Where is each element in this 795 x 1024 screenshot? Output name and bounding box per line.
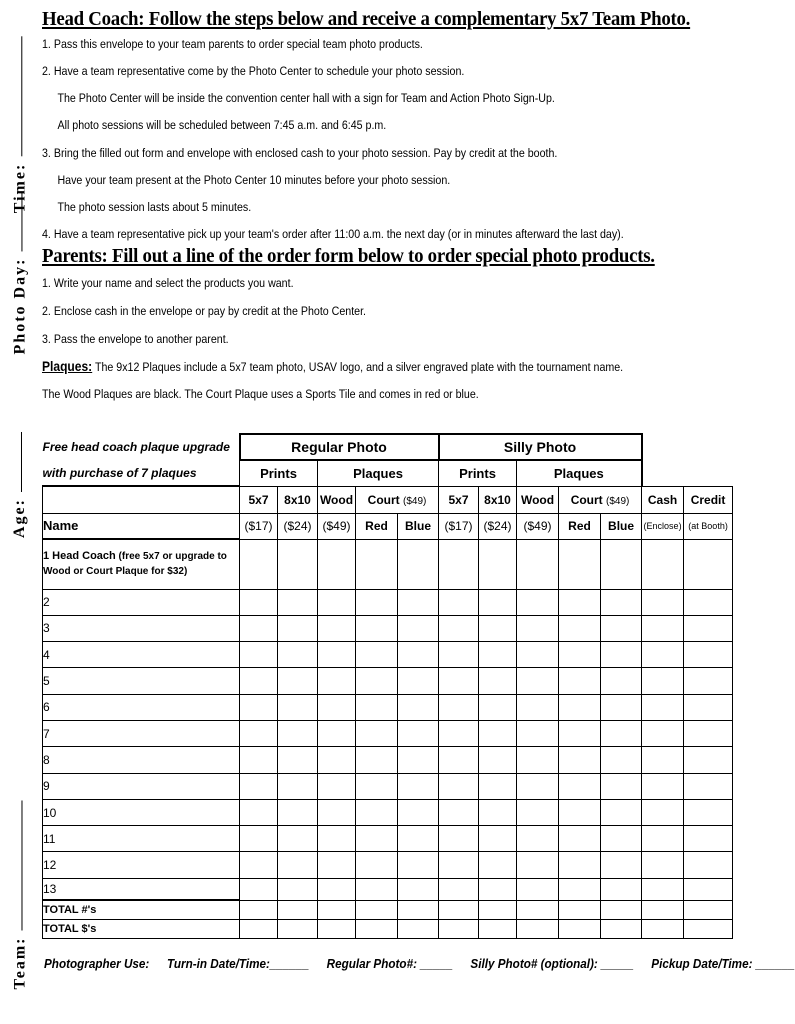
reg-wood-price: ($49) bbox=[318, 513, 356, 539]
reg-court-col: Court ($49) bbox=[356, 486, 439, 513]
order-cell[interactable] bbox=[479, 642, 517, 668]
order-cell[interactable] bbox=[439, 615, 479, 641]
order-cell[interactable] bbox=[318, 694, 356, 720]
order-cell[interactable] bbox=[559, 615, 601, 641]
order-cell[interactable] bbox=[517, 642, 559, 668]
order-cell[interactable] bbox=[642, 747, 684, 773]
instructions bbox=[42, 8, 754, 409]
total-dollars-label: TOTAL $'s bbox=[43, 919, 240, 938]
order-cell[interactable] bbox=[517, 852, 559, 878]
order-cell[interactable] bbox=[684, 589, 733, 615]
side-labels bbox=[0, 0, 40, 1024]
order-cell[interactable] bbox=[559, 852, 601, 878]
total-count-row bbox=[43, 900, 733, 919]
silly-prints-header: Prints bbox=[439, 460, 517, 486]
reg-5x7-price: ($17) bbox=[240, 513, 278, 539]
order-cell[interactable] bbox=[642, 799, 684, 825]
order-rows bbox=[43, 589, 733, 900]
order-cell[interactable] bbox=[642, 852, 684, 878]
order-cell[interactable] bbox=[479, 720, 517, 746]
cash-note: (Enclose) bbox=[642, 513, 684, 539]
table-row[interactable] bbox=[43, 747, 733, 773]
order-cell[interactable] bbox=[240, 668, 278, 694]
order-cell[interactable] bbox=[356, 826, 398, 852]
order-cell[interactable] bbox=[479, 589, 517, 615]
order-cell[interactable] bbox=[601, 799, 642, 825]
order-cell[interactable] bbox=[684, 878, 733, 900]
parents-title: Parents: Fill out a line of the order form below to order special photo products. bbox=[42, 245, 655, 268]
order-cell[interactable] bbox=[601, 720, 642, 746]
order-cell[interactable] bbox=[318, 615, 356, 641]
upgrade-note-2: with purchase of 7 plaques bbox=[42, 465, 197, 480]
plaques-info bbox=[42, 353, 654, 381]
order-cell[interactable] bbox=[479, 747, 517, 773]
order-cell[interactable] bbox=[278, 615, 318, 641]
order-cell[interactable] bbox=[642, 615, 684, 641]
team-label: Team: bbox=[11, 936, 28, 990]
order-cell[interactable] bbox=[398, 642, 439, 668]
row-number: 7 bbox=[43, 720, 240, 746]
order-cell[interactable] bbox=[240, 799, 278, 825]
order-cell[interactable] bbox=[517, 773, 559, 799]
silly-plaques-header: Plaques bbox=[517, 460, 642, 486]
order-cell[interactable] bbox=[278, 642, 318, 668]
order-cell[interactable] bbox=[278, 878, 318, 900]
order-cell[interactable] bbox=[517, 720, 559, 746]
order-cell[interactable] bbox=[278, 747, 318, 773]
order-cell[interactable] bbox=[601, 668, 642, 694]
order-cell[interactable] bbox=[240, 773, 278, 799]
silly-court-col: Court ($49) bbox=[559, 486, 642, 513]
order-cell[interactable] bbox=[398, 615, 439, 641]
order-cell[interactable] bbox=[684, 773, 733, 799]
hc-step-2: 2. Have a team representative come by the Photo Center to schedule your photo session. bbox=[42, 64, 465, 78]
order-cell[interactable] bbox=[398, 694, 439, 720]
order-cell[interactable] bbox=[684, 747, 733, 773]
order-cell[interactable] bbox=[240, 720, 278, 746]
regular-photo-number-field[interactable]: Regular Photo#: _____ bbox=[326, 956, 453, 971]
order-cell[interactable] bbox=[439, 694, 479, 720]
photographer-use-line bbox=[44, 956, 795, 971]
team-field[interactable] bbox=[6, 790, 34, 1000]
order-cell[interactable] bbox=[517, 747, 559, 773]
silly-8x10-col: 8x10 bbox=[479, 486, 517, 513]
parent-step-3: 3. Pass the envelope to another parent. bbox=[42, 331, 229, 346]
upgrade-note-1: Free head coach plaque upgrade bbox=[42, 440, 230, 454]
order-cell[interactable] bbox=[278, 589, 318, 615]
order-cell[interactable] bbox=[240, 615, 278, 641]
order-cell[interactable] bbox=[601, 826, 642, 852]
table-row[interactable] bbox=[43, 694, 733, 720]
order-cell[interactable] bbox=[318, 589, 356, 615]
order-cell[interactable] bbox=[240, 642, 278, 668]
table-row[interactable] bbox=[43, 878, 733, 900]
order-cell[interactable] bbox=[356, 642, 398, 668]
time-label: Time: bbox=[11, 162, 28, 214]
silly-5x7-price: ($17) bbox=[439, 513, 479, 539]
order-cell[interactable] bbox=[356, 720, 398, 746]
credit-note: (at Booth) bbox=[684, 513, 733, 539]
order-cell[interactable] bbox=[278, 773, 318, 799]
order-cell[interactable] bbox=[559, 642, 601, 668]
table-row[interactable] bbox=[43, 852, 733, 878]
order-cell[interactable] bbox=[517, 878, 559, 900]
hc-step-3-detail-2: The photo session lasts about 5 minutes. bbox=[57, 200, 252, 215]
table-row[interactable] bbox=[43, 799, 733, 825]
order-cell[interactable] bbox=[559, 720, 601, 746]
regular-photo-header: Regular Photo bbox=[240, 434, 439, 460]
order-cell[interactable] bbox=[318, 878, 356, 900]
order-cell[interactable] bbox=[684, 642, 733, 668]
order-cell[interactable] bbox=[684, 668, 733, 694]
table-row[interactable] bbox=[43, 642, 733, 668]
order-cell[interactable] bbox=[642, 589, 684, 615]
row-number: 5 bbox=[43, 668, 240, 694]
reg-wood-col: Wood bbox=[318, 486, 356, 513]
order-cell[interactable] bbox=[642, 878, 684, 900]
table-row[interactable] bbox=[43, 615, 733, 641]
order-cell[interactable] bbox=[318, 852, 356, 878]
silly-wood-price: ($49) bbox=[517, 513, 559, 539]
order-cell[interactable] bbox=[278, 720, 318, 746]
silly-5x7-col: 5x7 bbox=[439, 486, 479, 513]
order-cell[interactable] bbox=[559, 826, 601, 852]
cash-col: Cash bbox=[642, 486, 684, 513]
photographer-use-label: Photographer Use: bbox=[44, 956, 150, 971]
reg-red-col: Red bbox=[356, 513, 398, 539]
order-cell[interactable] bbox=[398, 852, 439, 878]
photo-day-label: Photo Day: bbox=[11, 257, 29, 355]
order-cell[interactable] bbox=[318, 773, 356, 799]
order-cell[interactable] bbox=[559, 668, 601, 694]
order-cell[interactable] bbox=[559, 773, 601, 799]
order-cell[interactable] bbox=[398, 878, 439, 900]
row-number: 11 bbox=[43, 826, 240, 852]
plaques-text: The 9x12 Plaques include a 5x7 team photo, USAV logo, and a silver engraved plate with the tournament name. bbox=[92, 360, 624, 375]
order-cell[interactable] bbox=[642, 694, 684, 720]
order-cell[interactable] bbox=[278, 694, 318, 720]
age-field[interactable] bbox=[6, 380, 34, 590]
order-cell[interactable] bbox=[559, 799, 601, 825]
order-cell[interactable] bbox=[398, 826, 439, 852]
order-cell[interactable] bbox=[439, 773, 479, 799]
order-cell[interactable] bbox=[642, 826, 684, 852]
order-cell[interactable] bbox=[398, 747, 439, 773]
silly-photo-number-field[interactable]: Silly Photo# (optional): _____ bbox=[470, 956, 634, 971]
order-cell[interactable] bbox=[318, 720, 356, 746]
order-cell[interactable] bbox=[356, 799, 398, 825]
order-cell[interactable] bbox=[684, 826, 733, 852]
order-cell[interactable] bbox=[439, 668, 479, 694]
order-cell[interactable] bbox=[517, 799, 559, 825]
table-row[interactable] bbox=[43, 589, 733, 615]
row-number: 3 bbox=[43, 615, 240, 641]
order-cell[interactable] bbox=[240, 852, 278, 878]
order-cell[interactable] bbox=[642, 720, 684, 746]
table-row[interactable] bbox=[43, 773, 733, 799]
order-cell[interactable] bbox=[439, 852, 479, 878]
order-cell[interactable] bbox=[479, 878, 517, 900]
row-number: 8 bbox=[43, 747, 240, 773]
order-cell[interactable] bbox=[439, 642, 479, 668]
order-cell[interactable] bbox=[684, 852, 733, 878]
order-cell[interactable] bbox=[318, 799, 356, 825]
hc-step-1: 1. Pass this envelope to your team parents to order special team photo products. bbox=[42, 37, 423, 51]
order-cell[interactable] bbox=[240, 589, 278, 615]
name-col: Name bbox=[43, 513, 240, 539]
order-cell[interactable] bbox=[398, 720, 439, 746]
silly-red-col: Red bbox=[559, 513, 601, 539]
order-cell[interactable] bbox=[240, 747, 278, 773]
order-cell[interactable] bbox=[356, 852, 398, 878]
row-number: 9 bbox=[43, 773, 240, 799]
order-cell[interactable] bbox=[439, 878, 479, 900]
silly-photo-header: Silly Photo bbox=[439, 434, 642, 460]
row-number: 10 bbox=[43, 799, 240, 825]
order-cell[interactable] bbox=[356, 773, 398, 799]
hc-step-3: 3. Bring the filled out form and envelope with enclosed cash to your photo session. Pay by credit at the booth. bbox=[42, 145, 558, 160]
order-cell[interactable] bbox=[559, 878, 601, 900]
order-cell[interactable] bbox=[278, 668, 318, 694]
order-cell[interactable] bbox=[278, 852, 318, 878]
order-cell[interactable] bbox=[601, 694, 642, 720]
order-cell[interactable] bbox=[684, 694, 733, 720]
row-number: 12 bbox=[43, 852, 240, 878]
hc-step-2-detail-2: All photo sessions will be scheduled between 7:45 a.m. and 6:45 p.m. bbox=[57, 118, 387, 133]
order-cell[interactable] bbox=[517, 668, 559, 694]
table-row[interactable] bbox=[43, 720, 733, 746]
order-cell[interactable] bbox=[601, 773, 642, 799]
order-cell[interactable] bbox=[240, 694, 278, 720]
order-cell[interactable] bbox=[642, 773, 684, 799]
order-cell[interactable] bbox=[479, 615, 517, 641]
silly-wood-col: Wood bbox=[517, 486, 559, 513]
order-cell[interactable] bbox=[601, 747, 642, 773]
head-coach-title: Head Coach: Follow the steps below and receive a complementary 5x7 Team Photo. bbox=[42, 8, 691, 30]
total-dollars-row bbox=[43, 919, 733, 938]
head-coach-row-label: 1 Head Coach (free 5x7 or upgrade to Wood or Court Plaque for $32) bbox=[43, 539, 240, 589]
order-cell[interactable] bbox=[318, 826, 356, 852]
silly-blue-col: Blue bbox=[601, 513, 642, 539]
order-cell[interactable] bbox=[240, 826, 278, 852]
order-cell[interactable] bbox=[356, 694, 398, 720]
silly-8x10-price: ($24) bbox=[479, 513, 517, 539]
parent-step-2: 2. Enclose cash in the envelope or pay by credit at the Photo Center. bbox=[42, 304, 367, 319]
row-number: 13 bbox=[43, 878, 240, 900]
reg-blue-col: Blue bbox=[398, 513, 439, 539]
order-cell[interactable] bbox=[356, 747, 398, 773]
order-cell[interactable] bbox=[356, 668, 398, 694]
order-cell[interactable] bbox=[398, 773, 439, 799]
order-cell[interactable] bbox=[439, 799, 479, 825]
order-cell[interactable] bbox=[318, 668, 356, 694]
hc-step-2-detail-1: The Photo Center will be inside the convention center hall with a sign for Team and Action Photo Sign-Up. bbox=[57, 91, 555, 105]
order-cell[interactable] bbox=[479, 773, 517, 799]
order-cell[interactable] bbox=[278, 826, 318, 852]
credit-col: Credit bbox=[684, 486, 733, 513]
order-cell[interactable] bbox=[601, 852, 642, 878]
order-cell[interactable] bbox=[398, 589, 439, 615]
table-row[interactable] bbox=[43, 668, 733, 694]
order-cell[interactable] bbox=[559, 694, 601, 720]
order-cell[interactable] bbox=[684, 615, 733, 641]
order-cell[interactable] bbox=[601, 878, 642, 900]
order-cell[interactable] bbox=[684, 799, 733, 825]
table-row[interactable] bbox=[43, 826, 733, 852]
order-cell[interactable] bbox=[439, 826, 479, 852]
order-cell[interactable] bbox=[479, 852, 517, 878]
order-cell[interactable] bbox=[559, 589, 601, 615]
order-cell[interactable] bbox=[517, 589, 559, 615]
order-cell[interactable] bbox=[439, 747, 479, 773]
order-cell[interactable] bbox=[479, 668, 517, 694]
hc-step-3-detail-1: Have your team present at the Photo Center 10 minutes before your photo session. bbox=[57, 172, 451, 187]
photo-day-field[interactable] bbox=[6, 168, 34, 378]
plaques-info-2: The Wood Plaques are black. The Court Plaque uses a Sports Tile and comes in red or blue. bbox=[42, 387, 479, 402]
reg-8x10-price: ($24) bbox=[278, 513, 318, 539]
order-cell[interactable] bbox=[479, 826, 517, 852]
hc-step-4: 4. Have a team representative pick up your team's order after 11:00 a.m. the next day (or in minutes afterward the last day). bbox=[42, 227, 624, 242]
order-cell[interactable] bbox=[684, 720, 733, 746]
order-cell[interactable] bbox=[517, 615, 559, 641]
order-cell[interactable] bbox=[479, 694, 517, 720]
order-cell[interactable] bbox=[601, 642, 642, 668]
order-cell[interactable] bbox=[356, 589, 398, 615]
order-cell[interactable] bbox=[439, 589, 479, 615]
total-count-label: TOTAL #'s bbox=[43, 900, 240, 919]
order-cell[interactable] bbox=[517, 694, 559, 720]
order-cell[interactable] bbox=[278, 799, 318, 825]
order-cell[interactable] bbox=[398, 799, 439, 825]
reg-8x10-col: 8x10 bbox=[278, 486, 318, 513]
order-cell[interactable] bbox=[398, 668, 439, 694]
order-cell[interactable] bbox=[642, 668, 684, 694]
parent-step-1: 1. Write your name and select the products you want. bbox=[42, 276, 294, 291]
order-cell[interactable] bbox=[601, 615, 642, 641]
order-cell[interactable] bbox=[318, 747, 356, 773]
regular-plaques-header: Plaques bbox=[318, 460, 439, 486]
order-cell[interactable] bbox=[240, 878, 278, 900]
row-number: 4 bbox=[43, 642, 240, 668]
reg-5x7-col: 5x7 bbox=[240, 486, 278, 513]
order-cell[interactable] bbox=[356, 615, 398, 641]
order-cell[interactable] bbox=[601, 589, 642, 615]
table-row[interactable] bbox=[43, 539, 733, 589]
order-cell[interactable] bbox=[642, 642, 684, 668]
order-cell[interactable] bbox=[559, 747, 601, 773]
regular-prints-header: Prints bbox=[240, 460, 318, 486]
row-number: 2 bbox=[43, 589, 240, 615]
pickup-field[interactable]: Pickup Date/Time: ______ bbox=[651, 956, 795, 971]
age-label: Age: bbox=[11, 498, 29, 538]
order-form bbox=[42, 433, 733, 939]
order-cell[interactable] bbox=[517, 826, 559, 852]
order-cell[interactable] bbox=[356, 878, 398, 900]
order-cell[interactable] bbox=[318, 642, 356, 668]
order-cell[interactable] bbox=[439, 720, 479, 746]
order-cell[interactable] bbox=[479, 799, 517, 825]
plaques-label: Plaques: bbox=[42, 358, 93, 375]
row-number: 6 bbox=[43, 694, 240, 720]
turn-in-field[interactable]: Turn-in Date/Time:______ bbox=[166, 956, 309, 971]
